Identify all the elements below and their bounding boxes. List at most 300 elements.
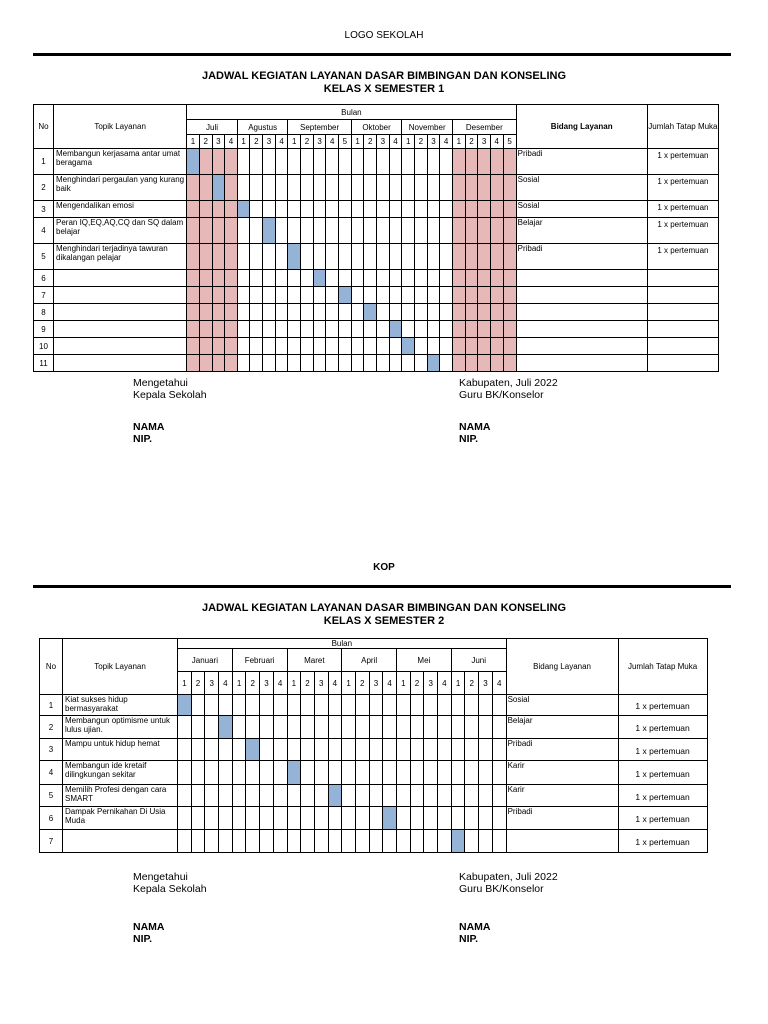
week-cell <box>351 149 364 175</box>
week-cell <box>389 304 402 321</box>
week-cell <box>402 149 415 175</box>
week-header: 1 <box>342 672 356 695</box>
week-cell <box>465 761 479 785</box>
week-cell <box>199 287 212 304</box>
week-cell <box>260 739 274 761</box>
week-header: 2 <box>465 135 478 149</box>
row-jumlah <box>647 355 718 372</box>
week-cell <box>440 218 453 244</box>
week-cell <box>212 338 225 355</box>
week-cell <box>355 739 369 761</box>
week-cell <box>364 287 377 304</box>
week-cell <box>288 338 301 355</box>
scheduled-week-cell <box>402 338 415 355</box>
week-header: 4 <box>328 672 342 695</box>
row-bidang: Pribadi <box>516 149 647 175</box>
week-cell <box>232 785 246 807</box>
week-cell <box>492 761 506 785</box>
kop-rule <box>33 585 731 588</box>
week-cell <box>250 355 263 372</box>
week-cell <box>232 716 246 739</box>
week-cell <box>275 201 288 218</box>
week-cell <box>339 304 352 321</box>
week-cell <box>314 739 328 761</box>
week-cell <box>479 739 493 761</box>
sem1-signature-right <box>459 377 558 445</box>
week-cell <box>313 304 326 321</box>
week-cell <box>260 761 274 785</box>
week-cell <box>250 270 263 287</box>
week-cell <box>313 244 326 270</box>
week-cell <box>205 807 219 830</box>
week-cell <box>351 244 364 270</box>
month-header: Agustus <box>237 120 288 135</box>
week-cell <box>383 761 397 785</box>
week-cell <box>288 321 301 338</box>
week-cell <box>369 716 383 739</box>
scheduled-week-cell <box>427 355 440 372</box>
week-cell <box>490 201 503 218</box>
scheduled-week-cell <box>389 321 402 338</box>
week-cell <box>225 218 238 244</box>
week-header: 3 <box>314 672 328 695</box>
week-cell <box>314 716 328 739</box>
week-cell <box>369 830 383 853</box>
week-cell <box>328 830 342 853</box>
col-header-no: No <box>34 105 54 149</box>
week-header: 2 <box>364 135 377 149</box>
week-cell <box>326 149 339 175</box>
week-cell <box>246 830 260 853</box>
week-cell <box>383 830 397 853</box>
week-header: 2 <box>355 672 369 695</box>
week-cell <box>342 785 356 807</box>
week-cell <box>364 201 377 218</box>
week-header: 1 <box>451 672 465 695</box>
week-cell <box>187 338 200 355</box>
week-header: 2 <box>199 135 212 149</box>
week-cell <box>301 695 315 716</box>
week-cell <box>263 201 276 218</box>
week-cell <box>225 338 238 355</box>
week-header: 3 <box>478 135 491 149</box>
week-cell <box>301 321 314 338</box>
week-cell <box>260 716 274 739</box>
week-cell <box>187 201 200 218</box>
week-cell <box>326 270 339 287</box>
week-cell <box>389 149 402 175</box>
week-cell <box>427 304 440 321</box>
week-cell <box>212 287 225 304</box>
week-cell <box>301 338 314 355</box>
row-topik: Menghindari pergaulan yang kurang baik <box>54 175 187 201</box>
week-cell <box>288 218 301 244</box>
week-cell <box>377 338 390 355</box>
week-cell <box>415 218 428 244</box>
month-header: Januari <box>178 649 233 672</box>
week-cell <box>424 716 438 739</box>
week-cell <box>427 321 440 338</box>
week-cell <box>389 201 402 218</box>
week-cell <box>313 175 326 201</box>
week-cell <box>314 695 328 716</box>
week-cell <box>237 149 250 175</box>
week-cell <box>427 338 440 355</box>
week-cell <box>225 175 238 201</box>
week-cell <box>212 304 225 321</box>
week-cell <box>377 321 390 338</box>
week-cell <box>339 201 352 218</box>
week-cell <box>438 695 452 716</box>
week-cell <box>199 175 212 201</box>
week-cell <box>503 338 516 355</box>
row-no: 3 <box>34 201 54 218</box>
scheduled-week-cell <box>364 304 377 321</box>
week-cell <box>313 321 326 338</box>
table-row <box>34 304 719 321</box>
week-cell <box>339 321 352 338</box>
row-topik <box>54 304 187 321</box>
week-cell <box>427 270 440 287</box>
week-cell <box>301 761 315 785</box>
week-cell <box>389 338 402 355</box>
sig-kepala-sekolah: Kepala Sekolah <box>133 883 207 895</box>
row-no: 2 <box>40 716 63 739</box>
week-cell <box>440 270 453 287</box>
week-cell <box>440 201 453 218</box>
week-cell <box>328 807 342 830</box>
week-cell <box>377 287 390 304</box>
week-cell <box>232 739 246 761</box>
week-cell <box>369 785 383 807</box>
week-cell <box>328 739 342 761</box>
week-cell <box>402 270 415 287</box>
week-cell <box>301 304 314 321</box>
week-cell <box>178 785 192 807</box>
week-cell <box>383 785 397 807</box>
week-cell <box>225 321 238 338</box>
sem1-signature-left <box>133 377 207 445</box>
week-cell <box>377 355 390 372</box>
week-cell <box>178 807 192 830</box>
week-header: 1 <box>397 672 411 695</box>
week-cell <box>427 201 440 218</box>
week-cell <box>377 270 390 287</box>
week-cell <box>342 830 356 853</box>
week-header: 4 <box>275 135 288 149</box>
week-cell <box>351 321 364 338</box>
week-cell <box>250 321 263 338</box>
week-cell <box>199 218 212 244</box>
week-cell <box>490 355 503 372</box>
week-cell <box>427 149 440 175</box>
week-cell <box>225 270 238 287</box>
row-no: 7 <box>40 830 63 853</box>
week-cell <box>465 149 478 175</box>
week-header: 4 <box>492 672 506 695</box>
week-cell <box>178 739 192 761</box>
week-cell <box>287 695 301 716</box>
week-cell <box>465 218 478 244</box>
week-header: 5 <box>339 135 352 149</box>
week-header: 1 <box>452 135 465 149</box>
week-cell <box>219 785 233 807</box>
week-cell <box>237 244 250 270</box>
week-cell <box>263 149 276 175</box>
row-jumlah: 1 x pertemuan <box>618 807 707 830</box>
week-header: 5 <box>503 135 516 149</box>
week-cell <box>364 355 377 372</box>
row-no: 4 <box>40 761 63 785</box>
sig-mengetahui: Mengetahui <box>133 377 188 389</box>
row-topik: Membangun optimisme untuk lulus ujian. <box>63 716 178 739</box>
week-cell <box>465 321 478 338</box>
week-cell <box>301 218 314 244</box>
row-no: 3 <box>40 739 63 761</box>
week-cell <box>451 695 465 716</box>
week-cell <box>355 807 369 830</box>
row-bidang <box>516 270 647 287</box>
week-cell <box>465 244 478 270</box>
table-row <box>40 830 708 853</box>
week-cell <box>178 716 192 739</box>
week-cell <box>355 785 369 807</box>
week-cell <box>260 830 274 853</box>
week-cell <box>424 807 438 830</box>
week-cell <box>364 149 377 175</box>
sig-guru-bk: Guru BK/Konselor <box>459 883 544 895</box>
scheduled-week-cell <box>287 761 301 785</box>
week-cell <box>465 695 479 716</box>
week-cell <box>438 785 452 807</box>
week-cell <box>273 785 287 807</box>
week-cell <box>339 218 352 244</box>
week-cell <box>415 321 428 338</box>
week-cell <box>351 270 364 287</box>
week-cell <box>342 739 356 761</box>
week-cell <box>397 785 411 807</box>
week-cell <box>427 218 440 244</box>
week-cell <box>478 338 491 355</box>
week-cell <box>490 175 503 201</box>
week-cell <box>452 304 465 321</box>
sig-nip: NIP. <box>459 933 479 945</box>
week-cell <box>273 695 287 716</box>
week-cell <box>364 244 377 270</box>
week-cell <box>212 149 225 175</box>
row-bidang: Karir <box>506 785 618 807</box>
week-cell <box>479 785 493 807</box>
week-cell <box>328 716 342 739</box>
week-cell <box>351 287 364 304</box>
week-cell <box>440 304 453 321</box>
week-cell <box>479 695 493 716</box>
sig-place-date: Kabupaten, Juli 2022 <box>459 377 558 389</box>
week-cell <box>273 761 287 785</box>
week-cell <box>328 761 342 785</box>
week-cell <box>503 270 516 287</box>
week-cell <box>377 201 390 218</box>
week-cell <box>212 321 225 338</box>
week-header: 1 <box>351 135 364 149</box>
row-jumlah: 1 x pertemuan <box>618 761 707 785</box>
week-header: 1 <box>237 135 250 149</box>
scheduled-week-cell <box>212 175 225 201</box>
week-cell <box>205 830 219 853</box>
header-rule <box>33 53 731 56</box>
week-cell <box>402 355 415 372</box>
week-cell <box>427 175 440 201</box>
table-row <box>40 807 708 830</box>
week-cell <box>397 695 411 716</box>
month-header: Juli <box>187 120 238 135</box>
month-header: November <box>402 120 453 135</box>
week-cell <box>237 321 250 338</box>
week-cell <box>219 807 233 830</box>
week-cell <box>178 761 192 785</box>
row-bidang: Pribadi <box>506 739 618 761</box>
week-cell <box>187 355 200 372</box>
week-cell <box>225 201 238 218</box>
week-header: 1 <box>232 672 246 695</box>
week-cell <box>301 355 314 372</box>
logo-placeholder: LOGO SEKOLAH <box>344 30 424 41</box>
week-cell <box>424 761 438 785</box>
week-cell <box>237 338 250 355</box>
week-header: 3 <box>263 135 276 149</box>
week-cell <box>479 807 493 830</box>
row-topik <box>54 270 187 287</box>
row-jumlah: 1 x pertemuan <box>618 739 707 761</box>
scheduled-week-cell <box>187 149 200 175</box>
week-cell <box>465 807 479 830</box>
week-cell <box>377 304 390 321</box>
week-cell <box>503 244 516 270</box>
col-header-bidang: Bidang Layanan <box>516 105 647 149</box>
week-header: 3 <box>377 135 390 149</box>
week-cell <box>452 175 465 201</box>
week-header: 4 <box>326 135 339 149</box>
week-cell <box>351 304 364 321</box>
week-cell <box>263 355 276 372</box>
week-cell <box>369 761 383 785</box>
week-cell <box>246 695 260 716</box>
week-header: 1 <box>402 135 415 149</box>
week-cell <box>389 355 402 372</box>
week-cell <box>287 739 301 761</box>
sem2-title <box>0 602 768 628</box>
row-bidang <box>516 355 647 372</box>
sem1-title-line1: JADWAL KEGIATAN LAYANAN DASAR BIMBINGAN DAN KONSELING <box>201 70 567 82</box>
week-cell <box>402 244 415 270</box>
scheduled-week-cell <box>246 739 260 761</box>
sig-name: NAMA <box>133 421 165 433</box>
row-jumlah: 1 x pertemuan <box>618 695 707 716</box>
row-topik <box>54 355 187 372</box>
week-cell <box>351 338 364 355</box>
week-cell <box>415 175 428 201</box>
week-cell <box>225 304 238 321</box>
week-cell <box>263 321 276 338</box>
week-header: 3 <box>260 672 274 695</box>
week-cell <box>438 830 452 853</box>
month-header: Oktober <box>351 120 402 135</box>
table-row <box>34 321 719 338</box>
week-cell <box>492 716 506 739</box>
week-cell <box>451 807 465 830</box>
week-cell <box>440 287 453 304</box>
week-cell <box>415 201 428 218</box>
sem1-schedule-table <box>33 104 719 372</box>
row-bidang: Sosial <box>516 201 647 218</box>
week-header: 1 <box>288 135 301 149</box>
week-cell <box>237 270 250 287</box>
week-cell <box>410 761 424 785</box>
week-cell <box>424 785 438 807</box>
week-cell <box>503 149 516 175</box>
week-cell <box>260 695 274 716</box>
week-cell <box>225 287 238 304</box>
row-no: 11 <box>34 355 54 372</box>
row-bidang <box>516 321 647 338</box>
week-cell <box>478 270 491 287</box>
sig-place-date: Kabupaten, Juli 2022 <box>459 871 558 883</box>
week-cell <box>451 716 465 739</box>
week-cell <box>250 287 263 304</box>
week-cell <box>191 739 205 761</box>
week-header: 4 <box>273 672 287 695</box>
week-cell <box>191 830 205 853</box>
week-cell <box>225 149 238 175</box>
row-topik: Membangun kerjasama antar umat beragama <box>54 149 187 175</box>
week-cell <box>273 716 287 739</box>
week-cell <box>212 201 225 218</box>
week-cell <box>263 270 276 287</box>
week-cell <box>377 149 390 175</box>
week-cell <box>410 695 424 716</box>
week-cell <box>301 244 314 270</box>
week-cell <box>263 287 276 304</box>
week-cell <box>415 304 428 321</box>
week-cell <box>440 244 453 270</box>
row-topik: Peran IQ,EQ,AQ,CQ dan SQ dalam belajar <box>54 218 187 244</box>
week-cell <box>191 785 205 807</box>
week-cell <box>465 304 478 321</box>
week-cell <box>490 218 503 244</box>
col-header-topik: Topik Layanan <box>63 639 178 695</box>
table-row <box>40 761 708 785</box>
row-jumlah <box>647 321 718 338</box>
week-cell <box>219 739 233 761</box>
week-cell <box>275 175 288 201</box>
week-cell <box>199 244 212 270</box>
row-topik: Menghindari terjadinya tawuran dikalangan pelajar <box>54 244 187 270</box>
month-header: Februari <box>232 649 287 672</box>
week-header: 2 <box>191 672 205 695</box>
week-cell <box>397 761 411 785</box>
row-no: 1 <box>34 149 54 175</box>
week-cell <box>250 218 263 244</box>
week-cell <box>492 807 506 830</box>
week-cell <box>490 244 503 270</box>
week-cell <box>225 355 238 372</box>
row-jumlah <box>647 338 718 355</box>
week-cell <box>250 304 263 321</box>
week-cell <box>465 785 479 807</box>
week-cell <box>326 201 339 218</box>
week-cell <box>288 270 301 287</box>
week-cell <box>301 270 314 287</box>
